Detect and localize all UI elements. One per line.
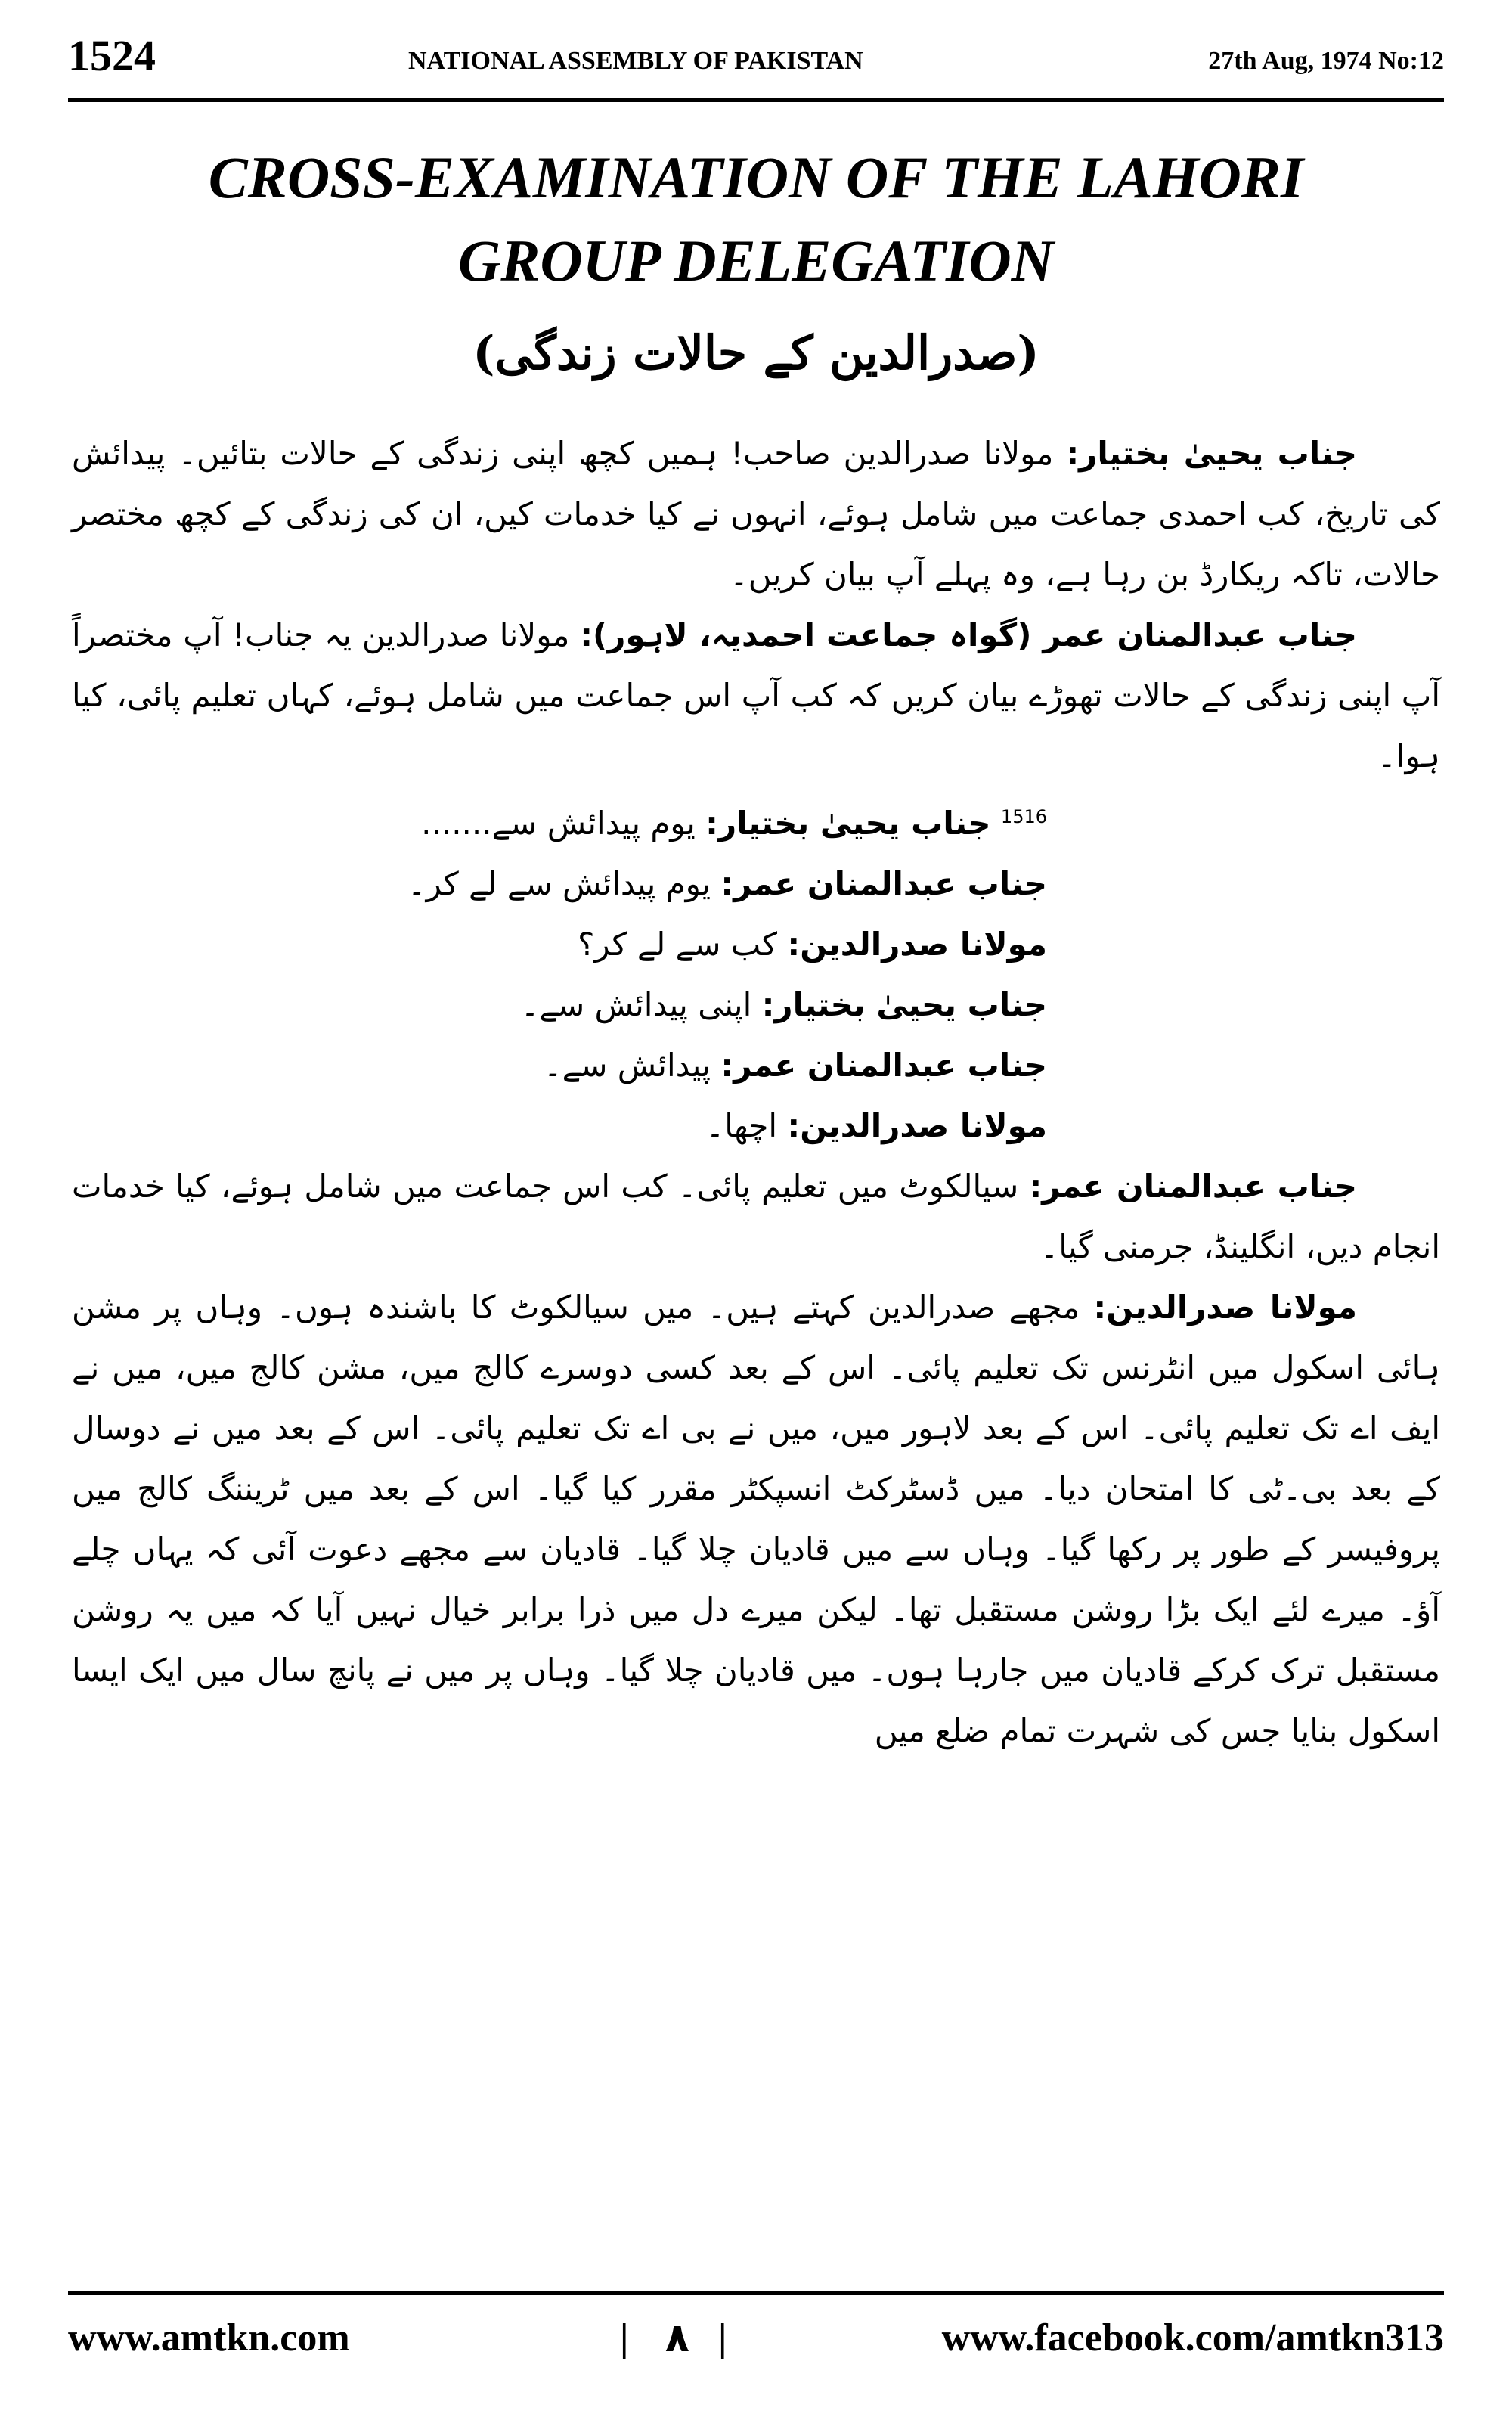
footer-rule	[68, 2291, 1444, 2295]
facebook-link[interactable]: www.facebook.com/amtkn313	[941, 2316, 1444, 2360]
speaker-name: جناب عبدالمنان عمر:	[720, 865, 1047, 902]
title-line-2: GROUP DELEGATION	[458, 228, 1054, 293]
speech-text: سیالکوٹ میں تعلیم پائی۔ کب اس جماعت میں شامل ہوئے، کیا خدمات انجام دیں، انگلینڈ، جرمنی گیا۔	[72, 1168, 1440, 1265]
speech-text: مجھے صدرالدین کہتے ہیں۔ میں سیالکوٹ کا باشندہ ہوں۔ وہاں پر مشن ہائی اسکول میں انٹرنس تک تعلیم پائی۔ اس کے بعد کسی دوسرے کالج میں، مشن کالج میں، میں نے ایف اے تک تعلیم پائی۔ اس کے بعد لاہور میں، میں نے بی اے تک تعلیم پائی۔ اس کے بعد میں نے دوسال کے بعد بی۔ٹی کا امتحان دیا۔ میں ڈسٹرکٹ انسپکٹر مقرر کیا گیا۔ اس کے بعد میں ٹریننگ کالج میں پروفیسر کے طور پر رکھا گیا۔ وہاں سے میں قادیان چلا گیا۔ قادیان سے مجھے دعوت آئی کہ یہاں چلے آؤ۔ میرے لئے ایک بڑا روشن مستقبل تھا۔ لیکن میرے دل میں ذرا برابر خیال نہیں آیا کہ میں یہ روشن مستقبل ترک کرکے قادیان میں جارہا ہوں۔ میں قادیان چلا گیا۔ وہاں پر میں نے پانچ سال میں ایک ایسا اسکول بنایا جس کی شہرت تمام ضلع میں	[72, 1289, 1440, 1749]
speaker-name: مولانا صدرالدین:	[787, 1107, 1047, 1144]
speaker-name: جناب عبدالمنان عمر:	[720, 1047, 1047, 1084]
exchange-line	[72, 975, 1440, 1035]
speaker-name: مولانا صدرالدین:	[1093, 1289, 1357, 1326]
exchange-line	[72, 854, 1440, 914]
paragraph	[72, 605, 1440, 786]
issue-date: 27th Aug, 1974 No:12	[1208, 47, 1444, 75]
running-header	[68, 30, 1444, 91]
speaker-name: جناب یحییٰ بختیار:	[705, 805, 991, 842]
footer-page-number: ٨	[665, 2316, 689, 2361]
exchange-line	[72, 914, 1440, 975]
page-number: 1524	[68, 31, 156, 80]
paragraph	[72, 424, 1440, 605]
title-line-1: CROSS-EXAMINATION OF THE LAHORI	[208, 144, 1304, 210]
speech-text: یوم پیدائش سے.......	[421, 805, 696, 842]
speaker-name: جناب عبدالمنان عمر (گواہ جماعت احمدیہ، لاہور):	[580, 616, 1358, 653]
speaker-name: جناب عبدالمنان عمر:	[1029, 1168, 1357, 1205]
transcript-body	[72, 424, 1440, 1761]
header-rule	[68, 98, 1444, 102]
page-footer	[68, 2307, 1444, 2375]
footer-separator: |	[718, 2316, 727, 2360]
page-title	[68, 136, 1444, 302]
exchange-line	[72, 786, 1440, 854]
speech-text: پیدائش سے۔	[543, 1047, 711, 1084]
speech-text: اپنی پیدائش سے۔	[520, 986, 752, 1023]
website-link[interactable]: www.amtkn.com	[68, 2316, 350, 2360]
paragraph	[72, 1277, 1440, 1761]
speech-text: مولانا صدرالدین صاحب! ہمیں کچھ اپنی زندگی کے حالات بتائیں۔ پیدائش کی تاریخ، کب احمدی جماعت میں شامل ہوئے، انہوں نے کیا خدمات کیں، ان کی زندگی کے کچھ مختصر حالات، تاکہ ریکارڈ بن رہا ہے، وہ پہلے آپ بیان کریں۔	[72, 435, 1440, 593]
paragraph	[72, 1156, 1440, 1277]
speaker-name: جناب یحییٰ بختیار:	[761, 986, 1047, 1023]
exchange-line	[72, 1096, 1440, 1156]
speech-text: اچھا۔	[705, 1107, 778, 1144]
speaker-name: مولانا صدرالدین:	[787, 926, 1047, 963]
speech-text: مولانا صدرالدین یہ جناب! آپ مختصراً آپ اپنی زندگی کے حالات تھوڑے بیان کریں کہ کب آپ اس جماعت میں شامل ہوئے، کہاں تعلیم پائی، کیا ہوا۔	[72, 616, 1440, 774]
speech-text: کب سے لے کر؟	[578, 926, 778, 963]
publication-name: NATIONAL ASSEMBLY OF PAKISTAN	[408, 47, 863, 75]
speaker-name: جناب یحییٰ بختیار:	[1066, 435, 1357, 472]
exchange-line	[72, 1035, 1440, 1096]
speech-text: یوم پیدائش سے لے کر۔	[407, 865, 711, 902]
footer-separator: |	[620, 2316, 629, 2360]
page-marker: 1516	[1000, 806, 1047, 827]
section-subtitle: (صدرالدین کے حالات زندگی)	[472, 325, 1040, 380]
